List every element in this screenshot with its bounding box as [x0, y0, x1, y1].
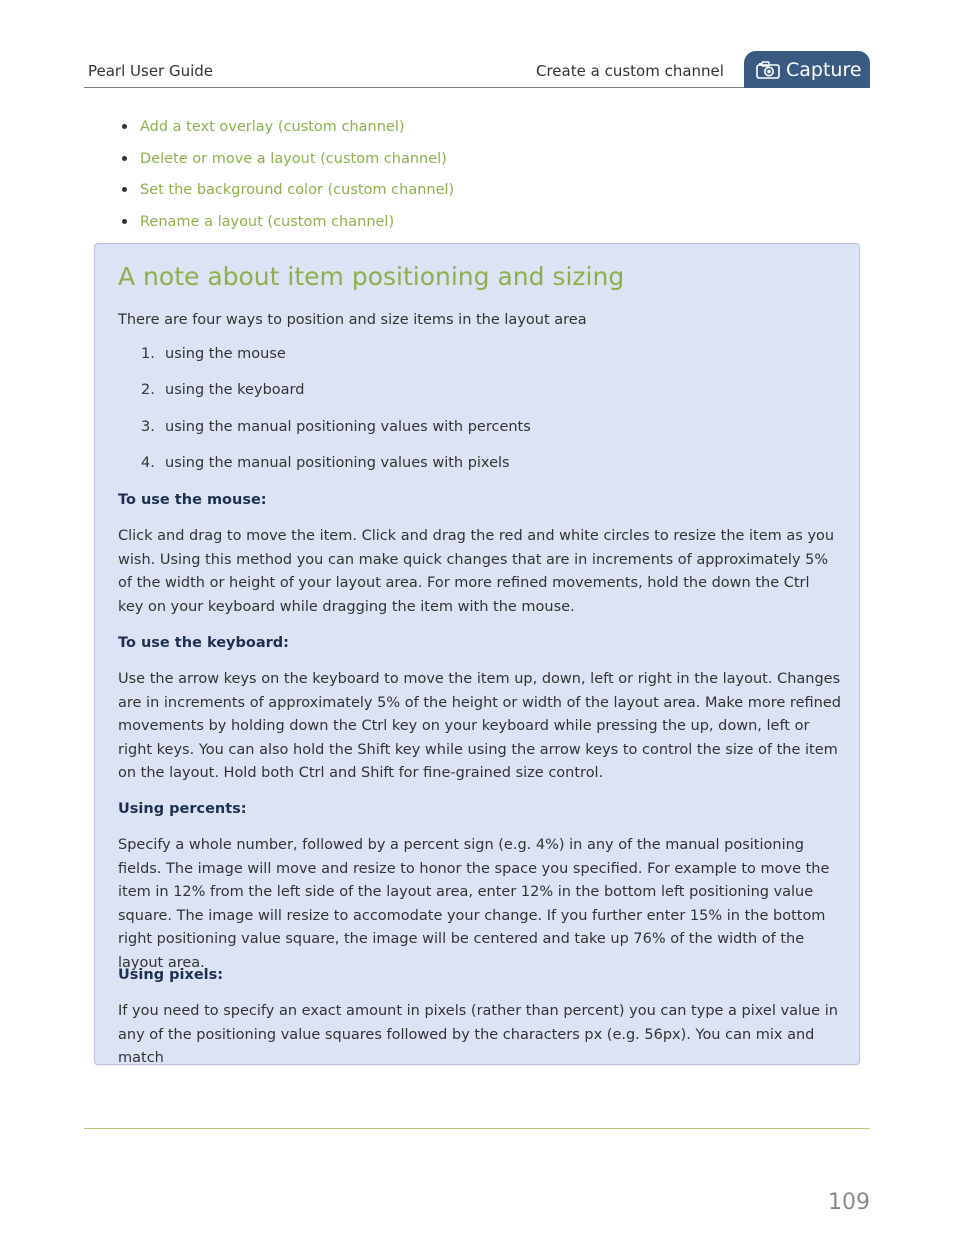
mouse-text: Click and drag to move the item. Click and drag the red and white circles to resize the item as you wish. Using this method you can make quick changes that are in increments of approximately 5% of the width or height of your layout area. For more refined movements, hold the down the Ctrl key on your keyboard while dragging the item with the mouse. — [118, 528, 835, 615]
list-item — [122, 180, 454, 212]
pixels-text: If you need to specify an exact amount in pixels (rather than percent) you can type a pixel value in any of the positioning value squares followed by the characters px (e.g. 56px). You can mix and match — [118, 1003, 838, 1067]
section-title: Create a custom channel — [536, 62, 724, 80]
note-intro: There are four ways to position and size items in the layout area — [118, 312, 587, 328]
list-text: using the mouse — [165, 346, 286, 362]
bullet-icon — [122, 124, 127, 129]
guide-title: Pearl User Guide — [88, 62, 214, 80]
list-text: using the manual positioning values with pixels — [165, 454, 510, 471]
keyboard-text: Use the arrow keys on the keyboard to move the item up, down, left or right in the layout. Changes are in increments of approximately 5% of the height or width of the layout area. Make more refined movements by holding down the Ctrl key on your keyboard while pressing the up, down, left or right keys. You can also hold the Shift key while using the arrow keys to control the size of the item on the layout. Hold both Ctrl and Shift for fine-grained size control. — [118, 671, 841, 782]
keyboard-heading: To use the keyboard: — [118, 635, 289, 651]
mouse-heading: To use the mouse: — [118, 492, 267, 508]
link-rename-layout[interactable]: Rename a layout (custom channel) — [140, 214, 395, 231]
link-add-text-overlay[interactable]: Add a text overlay (custom channel) — [140, 119, 405, 135]
capture-tab — [744, 51, 870, 88]
list-item — [122, 117, 454, 149]
capture-label: Capture — [786, 58, 862, 81]
list-item — [141, 417, 531, 453]
list-text: using the keyboard — [165, 382, 305, 399]
note-box — [94, 243, 860, 1065]
footer-divider — [84, 1128, 870, 1129]
link-delete-move-layout[interactable]: Delete or move a layout (custom channel) — [140, 150, 447, 167]
percents-heading: Using percents: — [118, 801, 247, 817]
camera-icon — [756, 61, 780, 79]
bullet-icon — [122, 156, 127, 161]
list-number: 3. — [141, 418, 155, 435]
page-header — [84, 50, 870, 88]
list-item — [122, 212, 454, 244]
percents-text: Specify a whole number, followed by a percent sign (e.g. 4%) in any of the manual positioning fields. The image will move and resize to honor the space you specified. For example to move the item in 12% from the left side of the layout area, enter 12% in the bottom left positioning value square. The image will resize to accomodate your change. If you further enter 15% in the bottom right positioning value square, the image will be centered and take up 76% of the width of the layout area. — [118, 837, 830, 971]
bullet-icon — [122, 187, 127, 192]
list-item — [141, 380, 531, 416]
list-item — [122, 149, 454, 181]
pixels-heading: Using pixels: — [118, 967, 224, 983]
list-number: 1. — [141, 346, 155, 362]
bullet-icon — [122, 219, 127, 224]
link-set-background-color[interactable]: Set the background color (custom channel) — [140, 182, 455, 199]
related-links — [122, 117, 454, 244]
note-title: A note about item positioning and sizing — [118, 262, 625, 291]
list-number: 2. — [141, 382, 155, 399]
list-number: 4. — [141, 454, 155, 471]
ways-list — [141, 344, 531, 489]
page-number: 109 — [828, 1190, 870, 1215]
list-item — [141, 344, 531, 380]
list-item — [141, 453, 531, 489]
list-text: using the manual positioning values with percents — [165, 418, 531, 435]
